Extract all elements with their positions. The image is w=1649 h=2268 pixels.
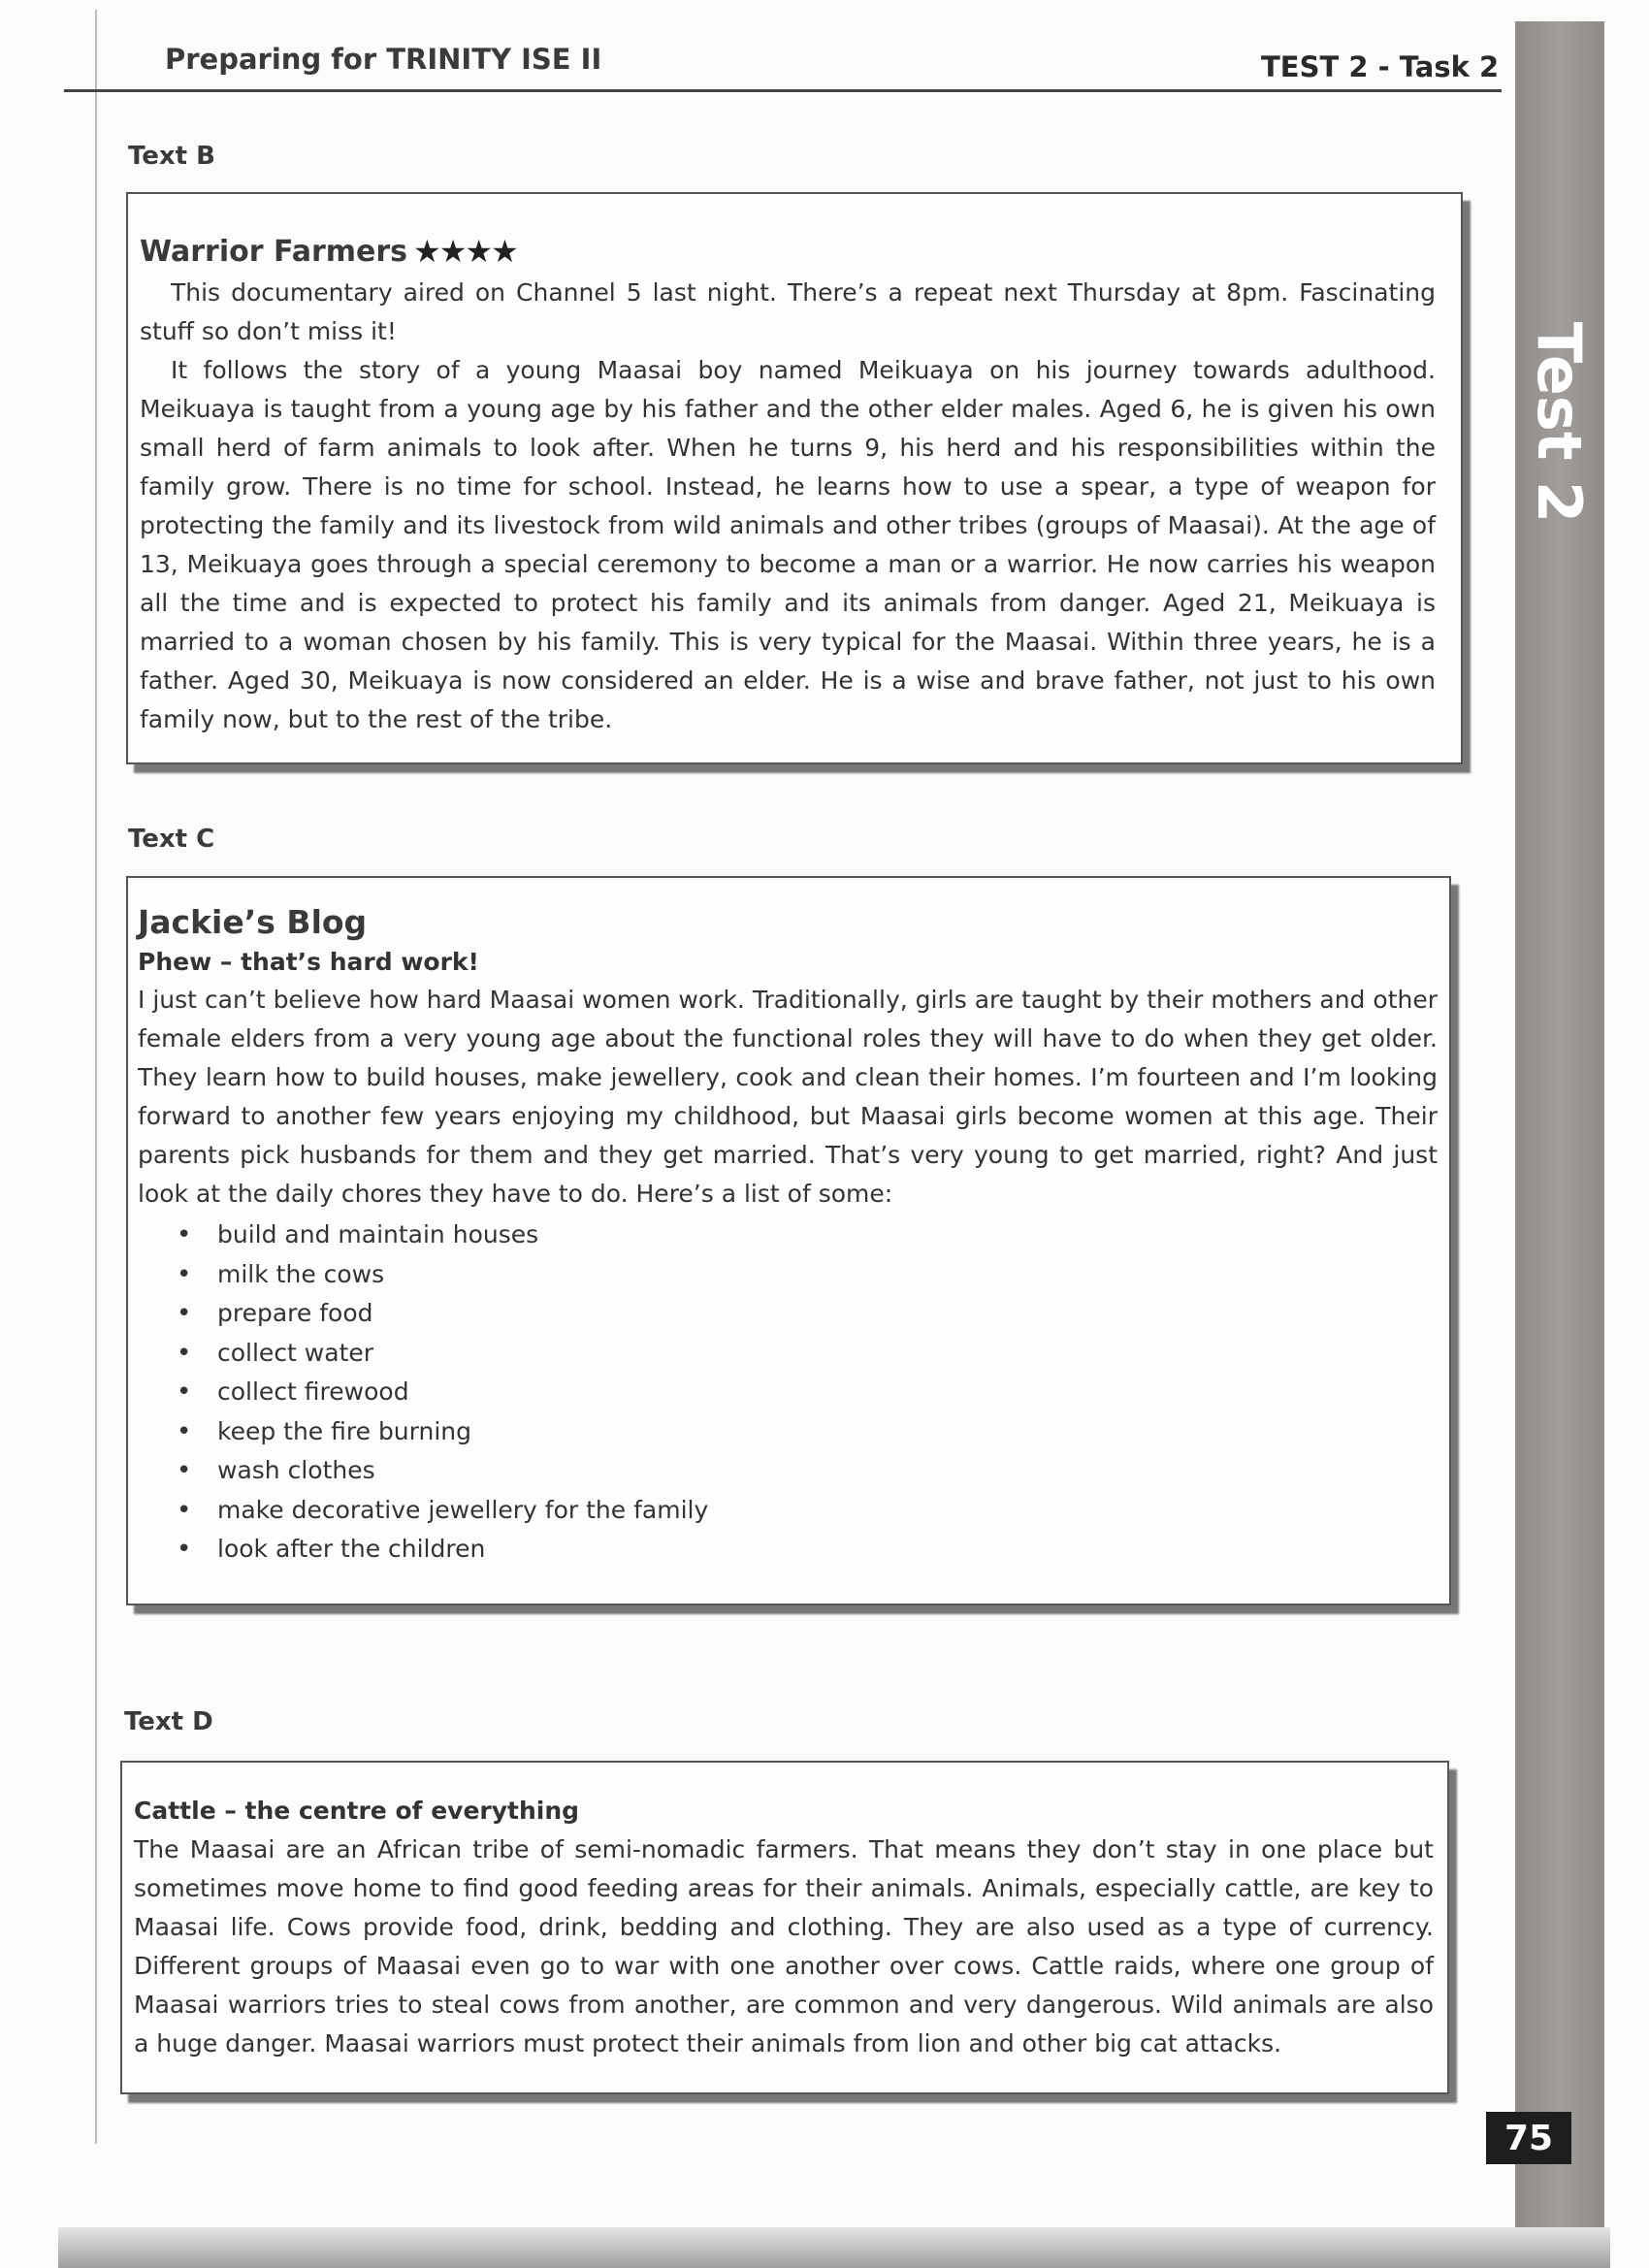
rating-stars-icon: ★★★★: [413, 233, 517, 270]
list-item: • prepare food: [177, 1294, 1438, 1334]
text-b-paragraph: It follows the story of a young Maasai boy named Meikuaya on his journey towards adulthood. Meikuaya is taught from a young age by his father and the other elder males. Aged 6, he is given his own small herd of farm animals to look after. When he turns 9, his herd and his responsibilities within the family grow. There is no time for school. Instead, he learns how to use a spear, a type of weapon for protecting the family and its livestock from wild animals and other tribes (groups of Maasai). At the age of 13, Meikuaya goes through a special ceremony to become a man or a warrior. He now carries his weapon all the time and is expected to protect his family and its animals from danger. Aged 21, Meikuaya is married to a woman chosen by his family. This is very typical for the Maasai. Within three years, he is a father. Aged 30, Meikuaya is now considered an elder. He is a wise and brave father, not just to his own family now, but to the rest of the tribe.: [140, 356, 1436, 733]
text-d-box: [120, 1761, 1449, 2094]
header-divider: [64, 89, 1502, 92]
text-b-title-row: [140, 233, 1436, 270]
list-item: • milk the cows: [177, 1255, 1438, 1295]
side-tab-label-wrap: [1515, 321, 1604, 523]
bottom-scan-shadow: [58, 2227, 1610, 2268]
text-b-paragraph: This documentary aired on Channel 5 last night. There’s a repeat next Thursday at 8pm. Fascinating stuff so don’t miss it!: [140, 278, 1436, 345]
list-item: • keep the fire burning: [177, 1412, 1438, 1452]
list-item: • collect firewood: [177, 1373, 1438, 1412]
list-item: • look after the children: [177, 1530, 1438, 1570]
list-item: • build and maintain houses: [177, 1215, 1438, 1255]
text-b-label: Text B: [128, 142, 215, 171]
text-b-title: Warrior Farmers: [140, 234, 408, 269]
chores-list: [138, 1215, 1438, 1570]
text-d-body: The Maasai are an African tribe of semi-nomadic farmers. That means they don’t stay in one place but sometimes move home to find good feeding areas for their animals. Animals, especially cattle, are key to Maasai life. Cows provide food, drink, bedding and clothing. They are also used as a type of currency. Different groups of Maasai even go to war with one another over cows. Cattle raids, where one group of Maasai warriors tries to steal cows from another, are common and very dangerous. Wild animals are also a huge danger. Maasai warriors must protect their animals from lion and other big cat attacks.: [134, 1835, 1434, 2057]
side-tab-label: Test 2: [1524, 321, 1596, 523]
text-d-label: Text D: [124, 1707, 213, 1736]
left-margin-rule: [95, 10, 97, 2144]
text-d-title: Cattle – the centre of everything: [134, 1797, 580, 1825]
blog-subtitle: Phew – that’s hard work!: [138, 948, 479, 976]
list-item: • wash clothes: [177, 1451, 1438, 1491]
list-item: • collect water: [177, 1334, 1438, 1374]
text-b-box: [126, 192, 1463, 764]
text-c-label: Text C: [128, 825, 215, 854]
text-c-box: [126, 876, 1451, 1605]
page-number: 75: [1486, 2112, 1571, 2164]
list-item: • make decorative jewellery for the family: [177, 1491, 1438, 1531]
book-title: Preparing for TRINITY ISE II: [165, 43, 602, 76]
test-task-title: TEST 2 - Task 2: [1261, 50, 1500, 83]
blog-title: Jackie’s Blog: [138, 903, 368, 941]
blog-body: I just can’t believe how hard Maasai women work. Traditionally, girls are taught by their mothers and other female elders from a very young age about the functional roles they will have to do when they get older. They learn how to build houses, make jewellery, cook and clean their homes. I’m fourteen and I’m looking forward to another few years enjoying my childhood, but Maasai girls become women at this age. Their parents pick husbands for them and they get married. That’s very young to get married, right? And just look at the daily chores they have to do. Here’s a list of some:: [138, 986, 1438, 1208]
